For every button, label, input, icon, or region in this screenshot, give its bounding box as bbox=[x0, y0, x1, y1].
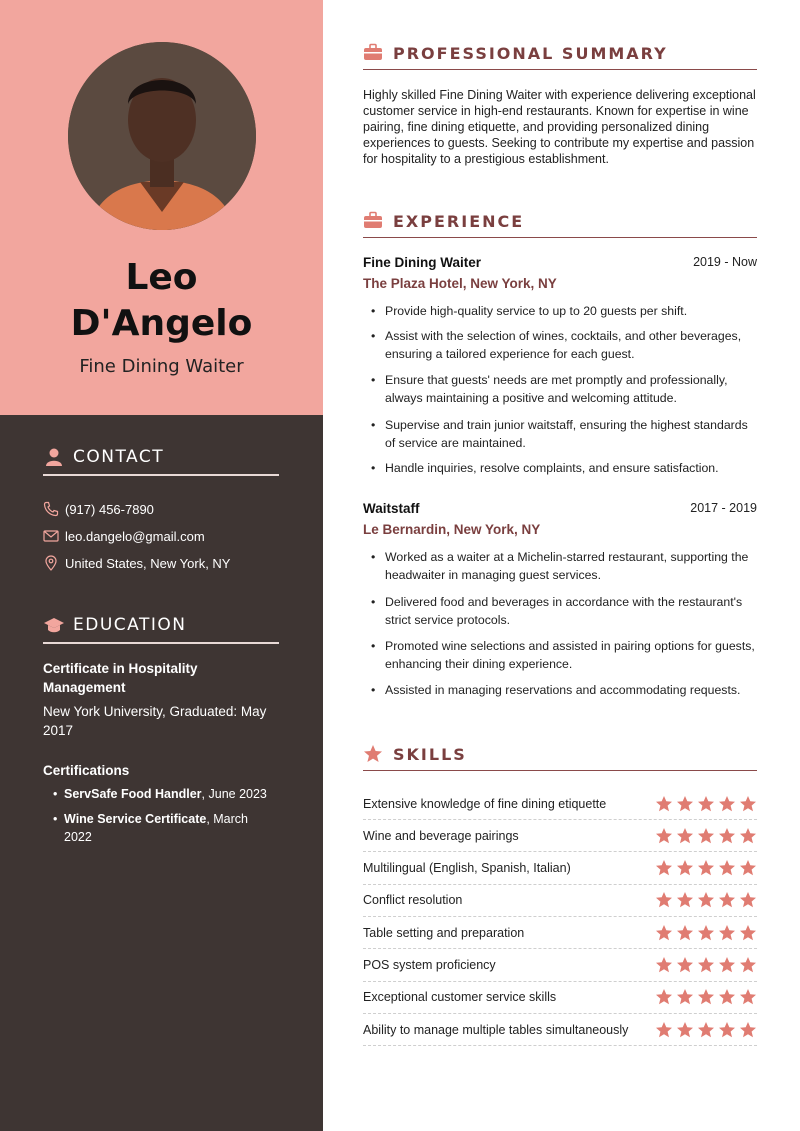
job-title: Waitstaff bbox=[363, 501, 420, 516]
job-title: Fine Dining Waiter bbox=[363, 255, 481, 270]
star-icon bbox=[676, 795, 694, 813]
skill-row bbox=[363, 1014, 757, 1046]
star-icon bbox=[655, 795, 673, 813]
job-bullet: • Ensure that guests' needs are met promptly and professionally, always maintaining a positive and welcoming attitude. bbox=[371, 373, 728, 405]
full-name bbox=[0, 255, 323, 347]
certification-name: ServSafe Food Handler bbox=[64, 787, 202, 801]
star-icon bbox=[697, 795, 715, 813]
location-text: United States, New York, NY bbox=[65, 555, 231, 571]
skill-name: Table setting and preparation bbox=[363, 925, 525, 940]
star-icon bbox=[697, 988, 715, 1006]
job-bullet: • Assist with the selection of wines, cocktails, and other beverages, ensuring a tailored experience for each guest. bbox=[371, 329, 742, 361]
job-bullet: • Delivered food and beverages in accordance with the restaurant's strict service protocols. bbox=[371, 595, 743, 627]
avatar bbox=[68, 42, 256, 230]
star-icon bbox=[676, 956, 694, 974]
experience-heading bbox=[363, 211, 757, 238]
job-company: The Plaza Hotel, New York, NY bbox=[363, 276, 557, 291]
star-icon bbox=[676, 891, 694, 909]
certification-date: , March 2022 bbox=[64, 812, 248, 844]
skill-row bbox=[363, 820, 757, 852]
skill-rating bbox=[655, 956, 757, 974]
skill-row bbox=[363, 917, 757, 949]
star-icon bbox=[655, 924, 673, 942]
skill-row bbox=[363, 788, 757, 820]
contact-title: CONTACT bbox=[73, 447, 165, 467]
person-icon bbox=[43, 446, 65, 468]
certification-name: Wine Service Certificate bbox=[64, 812, 207, 826]
job-dates: 2019 - Now bbox=[693, 255, 757, 269]
skill-rating bbox=[655, 1021, 757, 1039]
star-icon bbox=[718, 827, 736, 845]
star-icon bbox=[676, 988, 694, 1006]
education-title: EDUCATION bbox=[73, 615, 187, 635]
star-icon bbox=[363, 744, 383, 764]
job-role: Fine Dining Waiter bbox=[79, 356, 244, 377]
star-icon bbox=[655, 891, 673, 909]
skill-rating bbox=[655, 988, 757, 1006]
star-icon bbox=[718, 1021, 736, 1039]
star-icon bbox=[655, 827, 673, 845]
location-pin-icon bbox=[43, 555, 59, 571]
skill-name: Ability to manage multiple tables simultaneously bbox=[363, 1022, 629, 1037]
briefcase-icon bbox=[363, 43, 383, 63]
briefcase-icon bbox=[363, 211, 383, 231]
skill-rating bbox=[655, 924, 757, 942]
star-icon bbox=[739, 956, 757, 974]
star-icon bbox=[718, 956, 736, 974]
avatar-portrait-icon bbox=[68, 42, 256, 230]
star-icon bbox=[697, 859, 715, 877]
star-icon bbox=[739, 988, 757, 1006]
star-icon bbox=[697, 956, 715, 974]
contact-heading bbox=[43, 446, 279, 476]
star-icon bbox=[718, 924, 736, 942]
job-bullet: • Supervise and train junior waitstaff, ensuring the highest standards of service are maintained. bbox=[371, 418, 748, 450]
certification-date: , June 2023 bbox=[201, 787, 267, 801]
first-name: Leo bbox=[125, 257, 198, 298]
job-bullet: • Handle inquiries, resolve complaints, and ensure satisfaction. bbox=[371, 461, 719, 475]
star-icon bbox=[718, 859, 736, 877]
contact-email[interactable] bbox=[43, 528, 205, 544]
education-heading bbox=[43, 614, 279, 644]
certification-item: • ServSafe Food Handler, June 2023 bbox=[53, 787, 267, 801]
star-icon bbox=[739, 924, 757, 942]
summary-text: Highly skilled Fine Dining Waiter with experience delivering exceptional customer service in high-end restaurants. Known for expertise in wine pairing, fine dining etiquette, and providing personalized dining experiences to guests. Seeking to contribute my expertise and passion for hospitality to a prestigious establishment. bbox=[363, 88, 756, 166]
skill-rating bbox=[655, 827, 757, 845]
star-icon bbox=[697, 1021, 715, 1039]
star-icon bbox=[697, 827, 715, 845]
star-icon bbox=[676, 827, 694, 845]
skill-name: Conflict resolution bbox=[363, 893, 463, 908]
skill-rating bbox=[655, 859, 757, 877]
star-icon bbox=[655, 1021, 673, 1039]
job-bullet: • Assisted in managing reservations and accommodating requests. bbox=[371, 683, 741, 697]
star-icon bbox=[676, 1021, 694, 1039]
star-icon bbox=[697, 891, 715, 909]
star-icon bbox=[739, 891, 757, 909]
star-icon bbox=[655, 988, 673, 1006]
skills-title: SKILLS bbox=[393, 744, 467, 764]
summary-heading bbox=[363, 43, 757, 70]
email-text: leo.dangelo@gmail.com bbox=[65, 528, 205, 544]
summary-title: PROFESSIONAL SUMMARY bbox=[393, 43, 668, 63]
skill-rating bbox=[655, 891, 757, 909]
skill-name: Multilingual (English, Spanish, Italian) bbox=[363, 861, 571, 876]
star-icon bbox=[718, 891, 736, 909]
skill-name: Wine and beverage pairings bbox=[363, 828, 519, 843]
phone-icon bbox=[43, 501, 59, 517]
job-company: Le Bernardin, New York, NY bbox=[363, 522, 541, 537]
skill-name: POS system proficiency bbox=[363, 958, 496, 972]
contact-phone[interactable] bbox=[43, 501, 154, 517]
star-icon bbox=[739, 827, 757, 845]
star-icon bbox=[739, 859, 757, 877]
star-icon bbox=[739, 1021, 757, 1039]
job-bullet: • Promoted wine selections and assisted in pairing options for guests, enhancing their dining experience. bbox=[371, 639, 755, 671]
skill-rating bbox=[655, 795, 757, 813]
star-icon bbox=[655, 859, 673, 877]
skill-row bbox=[363, 950, 757, 982]
phone-text: (917) 456-7890 bbox=[65, 501, 154, 517]
graduation-cap-icon bbox=[43, 614, 65, 636]
contact-location bbox=[43, 555, 230, 571]
job-dates: 2017 - 2019 bbox=[690, 501, 757, 515]
star-icon bbox=[718, 795, 736, 813]
star-icon bbox=[697, 924, 715, 942]
skills-heading bbox=[363, 744, 757, 771]
last-name: D'Angelo bbox=[70, 303, 253, 344]
experience-title: EXPERIENCE bbox=[393, 211, 525, 231]
school-info: New York University, Graduated: May 2017 bbox=[43, 704, 267, 738]
job-bullet: • Worked as a waiter at a Michelin-starred restaurant, supporting the headwaiter in managing guest services. bbox=[371, 550, 749, 582]
mail-icon bbox=[43, 528, 59, 544]
star-icon bbox=[739, 795, 757, 813]
star-icon bbox=[718, 988, 736, 1006]
job-bullet: • Provide high-quality service to up to 20 guests per shift. bbox=[371, 304, 688, 318]
star-icon bbox=[676, 924, 694, 942]
star-icon bbox=[655, 956, 673, 974]
degree-name: Certificate in Hospitality Management bbox=[43, 661, 198, 695]
star-icon bbox=[676, 859, 694, 877]
skill-row bbox=[363, 853, 757, 885]
skill-name: Extensive knowledge of fine dining etiquette bbox=[363, 796, 607, 811]
certifications-heading: Certifications bbox=[43, 763, 130, 778]
skill-row bbox=[363, 982, 757, 1014]
skill-row bbox=[363, 885, 757, 917]
certification-item: • Wine Service Certificate, March 2022 bbox=[53, 812, 248, 844]
skill-name: Exceptional customer service skills bbox=[363, 990, 557, 1005]
